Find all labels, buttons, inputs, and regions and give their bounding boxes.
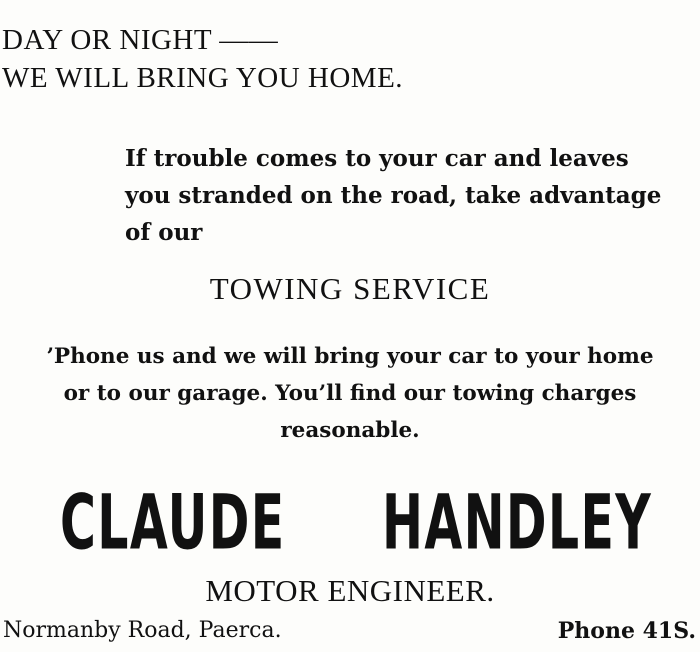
headline-line-1: DAY OR NIGHT —— — [2, 24, 279, 56]
business-phone: Phone 41S. — [557, 618, 696, 644]
intro-line: of our — [125, 219, 203, 246]
intro-paragraph — [125, 140, 697, 251]
business-name — [0, 477, 700, 570]
intro-line: you stranded on the road, take advantage — [125, 182, 662, 209]
business-last-name: HANDLEY — [382, 477, 653, 567]
service-title: TOWING SERVICE — [209, 271, 491, 306]
business-trade: MOTOR ENGINEER. — [205, 573, 495, 608]
body-paragraph — [0, 338, 700, 449]
headline-line-2: WE WILL BRING YOU HOME. — [2, 62, 404, 94]
business-first-name: CLAUDE — [60, 477, 286, 567]
body-line: ’Phone us and we will bring your car to your home — [46, 344, 654, 369]
business-address: Normanby Road, Paerca. — [3, 618, 282, 643]
intro-line: If trouble comes to your car and leaves — [125, 145, 629, 172]
body-line: or to our garage. You’ll find our towing charges — [63, 381, 637, 406]
body-line: reasonable. — [280, 418, 420, 443]
